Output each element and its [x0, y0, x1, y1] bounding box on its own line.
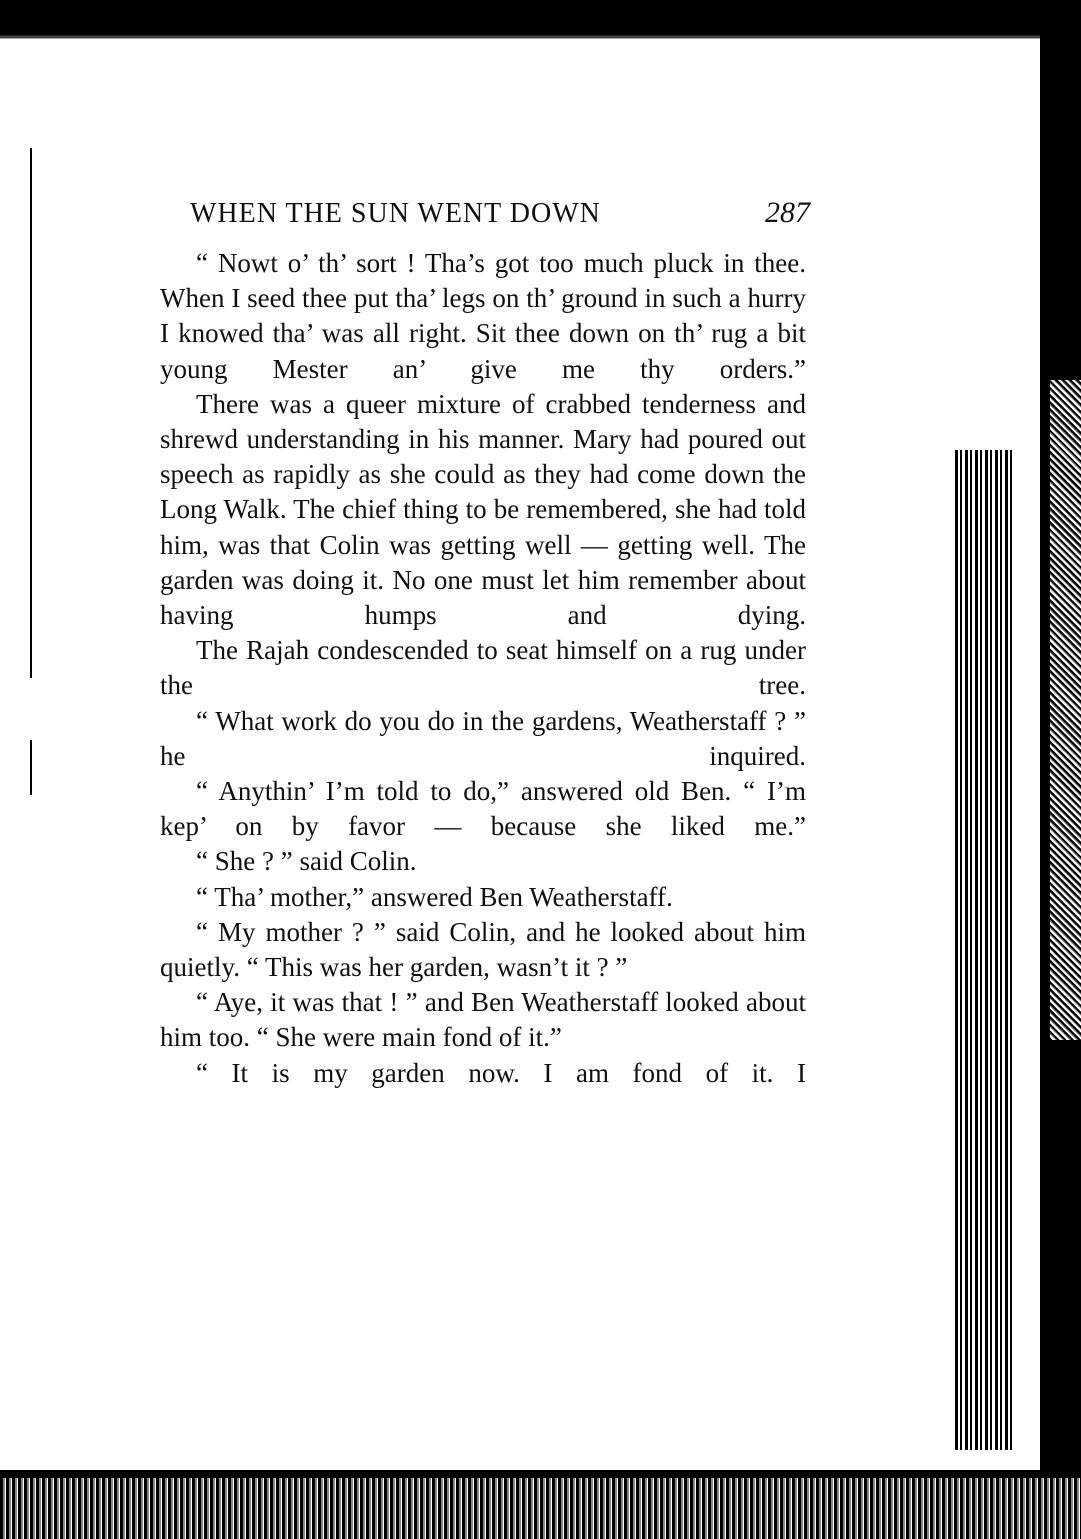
running-title: WHEN THE SUN WENT DOWN	[190, 198, 601, 229]
paragraph: “ It is my garden now. I am fond of it. I	[196, 1057, 806, 1088]
scan-noise-right	[1050, 380, 1081, 1040]
margin-mark	[30, 740, 32, 795]
paragraph: “ Tha’ mother,” answered Ben Weatherstaff.	[196, 881, 673, 912]
scan-border-top	[0, 0, 1081, 34]
page-number: 287	[765, 196, 810, 229]
paragraph: “ Aye, it was that ! ” and Ben Weatherstaff looked about him too. “ She were main fond of it.”	[160, 987, 806, 1053]
running-head	[190, 196, 810, 246]
paragraph: “ What work do you do in the gardens, Weatherstaff ? ” he inquired.	[160, 705, 806, 771]
paragraph: “ Nowt o’ th’ sort ! Tha’s got too much pluck in thee. When I seed thee put tha’ legs on th’ ground in such a hurry I knowed tha’ was all right. Sit thee down on th’ rug a bit young Mester an’ give me thy orders.”	[160, 248, 806, 384]
scan-rule-top	[0, 32, 1060, 44]
page-edge-stripes	[955, 450, 1015, 1450]
paragraph: “ Anythin’ I’m told to do,” answered old Ben. “ I’m kep’ on by favor — because she liked me.”	[160, 776, 806, 842]
body-text	[160, 246, 806, 1091]
paragraph: There was a queer mixture of crabbed tenderness and shrewd understanding in his manner. Mary had poured out speech as rapidly as she could as they had come down the Long Walk. The chief thing to be remembered, she had told him, was that Colin was getting well — getting well. The garden was doing it. No one must let him remember about having humps and dying.	[160, 388, 806, 631]
paragraph: The Rajah condescended to seat himself on a rug under the tree.	[160, 635, 806, 701]
scan-border-bottom	[0, 1478, 1081, 1539]
paragraph: “ She ? ” said Colin.	[196, 846, 417, 877]
book-page	[160, 196, 810, 1091]
margin-mark	[30, 148, 32, 678]
paragraph: “ My mother ? ” said Colin, and he looked about him quietly. “ This was her garden, wasn’t it ? ”	[160, 916, 806, 983]
